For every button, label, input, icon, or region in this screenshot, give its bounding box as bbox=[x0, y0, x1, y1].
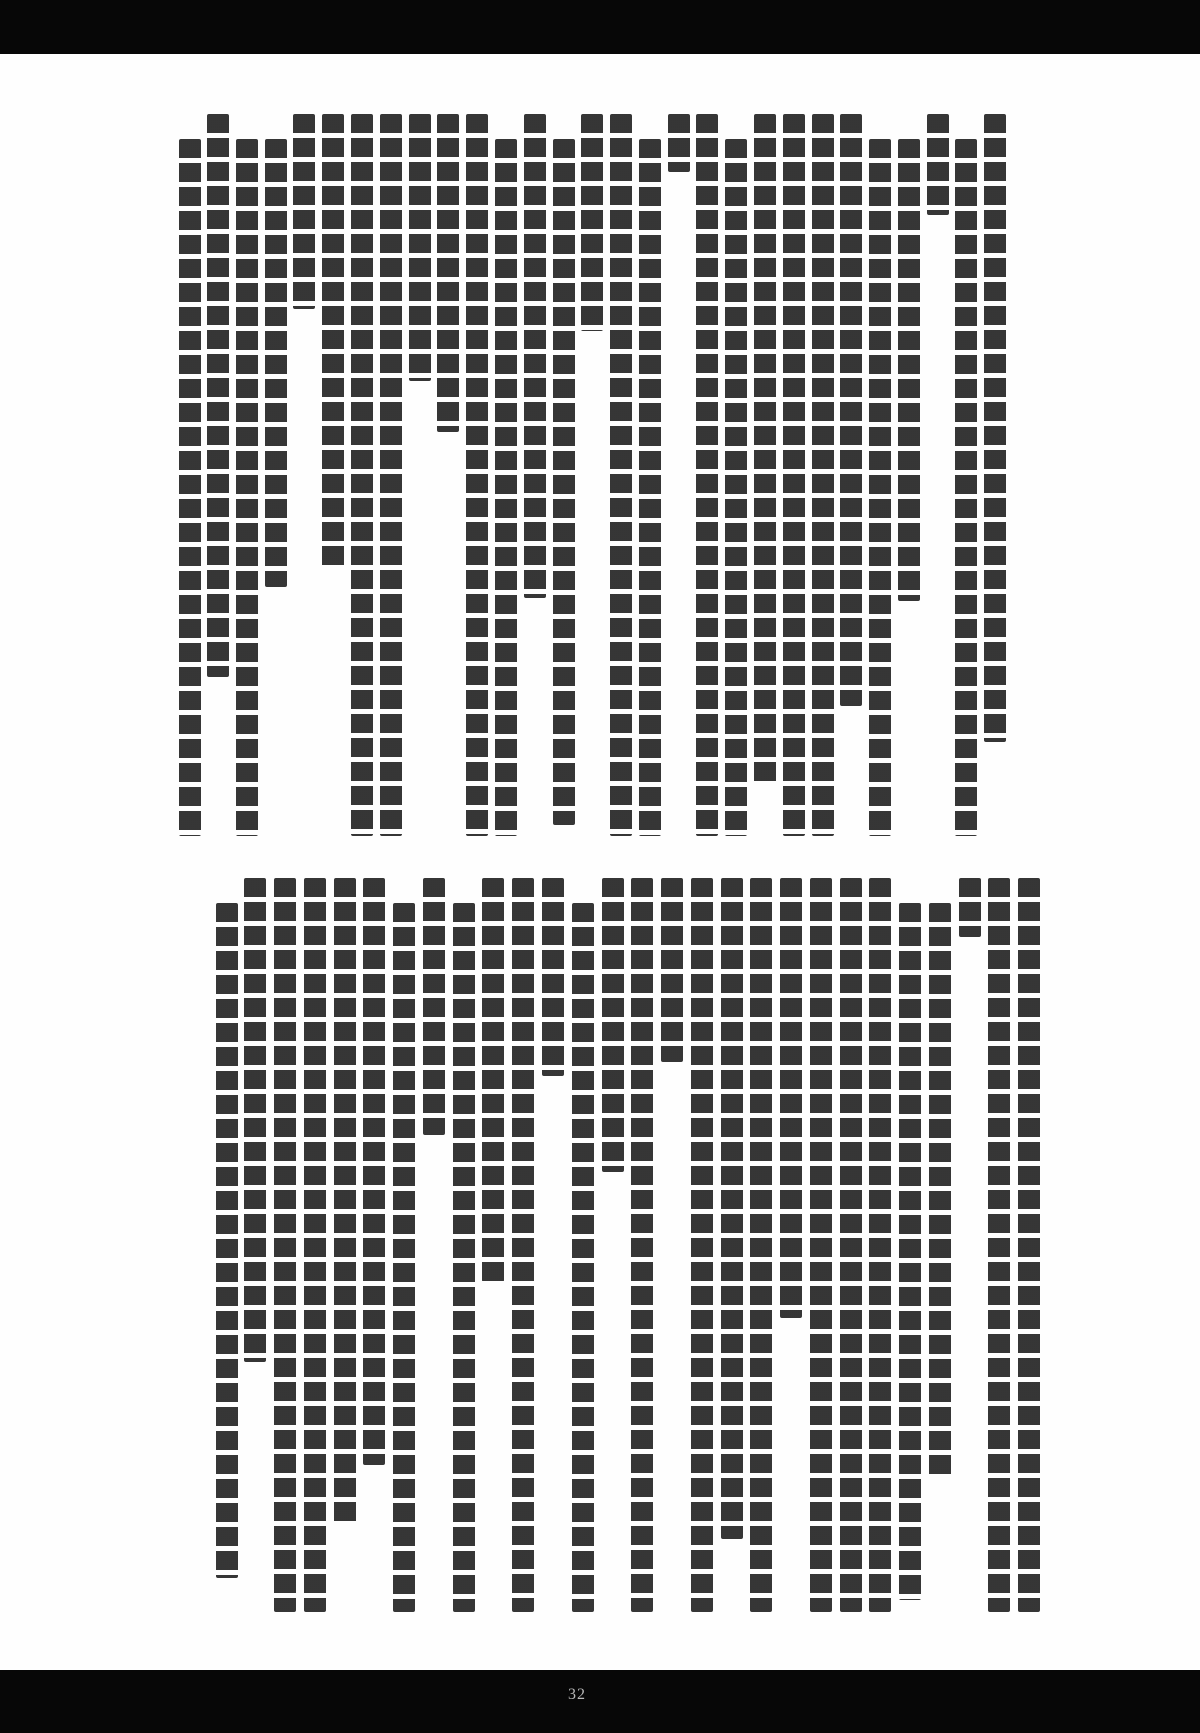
text-column bbox=[1015, 878, 1045, 1612]
redacted-text-run bbox=[423, 878, 445, 1135]
text-column bbox=[665, 114, 694, 836]
redacted-text-run bbox=[512, 878, 534, 1612]
redacted-text-run bbox=[495, 139, 517, 836]
redacted-text-run bbox=[542, 878, 564, 1076]
redacted-text-run bbox=[812, 114, 834, 836]
redacted-text-run bbox=[322, 114, 344, 569]
text-column bbox=[434, 114, 463, 836]
text-column bbox=[777, 878, 807, 1612]
text-column bbox=[521, 114, 550, 836]
text-column bbox=[492, 114, 521, 836]
text-column bbox=[360, 878, 390, 1612]
redacted-text-run bbox=[293, 114, 315, 309]
redacted-text-run bbox=[610, 114, 632, 836]
redacted-text-run bbox=[898, 139, 920, 601]
text-column bbox=[981, 114, 1010, 836]
redacted-text-run bbox=[409, 114, 431, 381]
text-column bbox=[204, 114, 233, 836]
redacted-text-run bbox=[869, 878, 891, 1612]
text-column bbox=[213, 878, 241, 1612]
redacted-text-run bbox=[351, 114, 373, 836]
redacted-text-run bbox=[572, 903, 594, 1612]
text-column bbox=[780, 114, 809, 836]
text-column bbox=[837, 878, 867, 1612]
redacted-text-run bbox=[984, 114, 1006, 742]
redacted-text-run bbox=[783, 114, 805, 836]
redacted-text-run bbox=[725, 139, 747, 836]
text-column bbox=[578, 114, 607, 836]
text-column bbox=[607, 114, 636, 836]
redacted-text-run bbox=[179, 139, 201, 836]
text-column bbox=[290, 114, 319, 836]
redacted-text-run bbox=[453, 903, 475, 1612]
text-column bbox=[866, 878, 896, 1612]
redacted-text-run bbox=[334, 878, 356, 1524]
text-column bbox=[658, 878, 688, 1612]
text-column bbox=[636, 114, 665, 836]
text-column bbox=[837, 114, 866, 836]
redacted-text-run bbox=[380, 114, 402, 836]
top-border-band bbox=[0, 0, 1200, 54]
text-column bbox=[450, 878, 480, 1612]
text-column bbox=[390, 878, 420, 1612]
redacted-text-run bbox=[929, 903, 951, 1476]
redacted-text-run bbox=[602, 878, 624, 1172]
text-column bbox=[262, 114, 291, 836]
text-column bbox=[406, 114, 435, 836]
text-column bbox=[319, 114, 348, 836]
text-column bbox=[301, 878, 331, 1612]
bottom-border-band bbox=[0, 1670, 1200, 1733]
redacted-text-run bbox=[780, 878, 802, 1318]
text-column bbox=[956, 878, 986, 1612]
text-column bbox=[599, 878, 629, 1612]
text-column bbox=[348, 114, 377, 836]
redacted-text-run bbox=[639, 139, 661, 836]
text-column bbox=[924, 114, 953, 836]
text-column bbox=[866, 114, 895, 836]
text-column bbox=[550, 114, 579, 836]
text-column bbox=[809, 114, 838, 836]
redacted-text-run bbox=[274, 878, 296, 1612]
text-column bbox=[271, 878, 301, 1612]
text-column bbox=[688, 878, 718, 1612]
redacted-text-run bbox=[721, 878, 743, 1539]
redacted-text-run bbox=[581, 114, 603, 331]
redacted-text-run bbox=[840, 114, 862, 706]
text-column bbox=[895, 114, 924, 836]
redacted-text-run bbox=[840, 878, 862, 1612]
text-column bbox=[751, 114, 780, 836]
redacted-text-run bbox=[750, 878, 772, 1612]
text-column bbox=[377, 114, 406, 836]
redacted-text-run bbox=[988, 878, 1010, 1612]
text-column bbox=[747, 878, 777, 1612]
redacted-text-run bbox=[393, 903, 415, 1612]
text-column bbox=[807, 878, 837, 1612]
redacted-text-run bbox=[869, 139, 891, 836]
text-column bbox=[463, 114, 492, 836]
text-column bbox=[718, 878, 748, 1612]
redacted-text-run bbox=[754, 114, 776, 785]
redacted-text-run bbox=[668, 114, 690, 172]
text-column bbox=[985, 878, 1015, 1612]
redacted-text-run bbox=[524, 114, 546, 598]
text-column bbox=[926, 878, 956, 1612]
text-column bbox=[233, 114, 262, 836]
redacted-text-run bbox=[482, 878, 504, 1282]
text-column bbox=[176, 114, 204, 836]
redacted-text-run bbox=[661, 878, 683, 1062]
text-column bbox=[628, 878, 658, 1612]
text-column bbox=[896, 878, 926, 1612]
text-column bbox=[241, 878, 271, 1612]
text-column bbox=[569, 878, 599, 1612]
redacted-text-run bbox=[691, 878, 713, 1612]
text-column bbox=[693, 114, 722, 836]
text-column bbox=[331, 878, 361, 1612]
text-column bbox=[539, 878, 569, 1612]
redacted-text-run bbox=[304, 878, 326, 1612]
redacted-text-run bbox=[265, 139, 287, 587]
redacted-text-run bbox=[959, 878, 981, 937]
redacted-text-run bbox=[207, 114, 229, 677]
redacted-text-run bbox=[466, 114, 488, 836]
redacted-text-run bbox=[236, 139, 258, 836]
redacted-text-run bbox=[696, 114, 718, 836]
redacted-text-run bbox=[363, 878, 385, 1465]
redacted-text-run bbox=[927, 114, 949, 215]
text-column bbox=[420, 878, 450, 1612]
page-number: 32 bbox=[568, 1686, 586, 1703]
redacted-text-run bbox=[553, 139, 575, 825]
text-column bbox=[952, 114, 981, 836]
redacted-text-run bbox=[216, 903, 238, 1578]
text-column bbox=[509, 878, 539, 1612]
redacted-text-run bbox=[955, 139, 977, 836]
redacted-text-run bbox=[810, 878, 832, 1612]
redacted-text-run bbox=[1018, 878, 1040, 1612]
upper-text-block bbox=[176, 114, 1010, 836]
redacted-text-run bbox=[244, 878, 266, 1362]
redacted-text-run bbox=[437, 114, 459, 432]
redacted-text-run bbox=[899, 903, 921, 1600]
text-column bbox=[479, 878, 509, 1612]
text-column bbox=[722, 114, 751, 836]
lower-text-block bbox=[213, 878, 1045, 1612]
redacted-text-run bbox=[631, 878, 653, 1612]
